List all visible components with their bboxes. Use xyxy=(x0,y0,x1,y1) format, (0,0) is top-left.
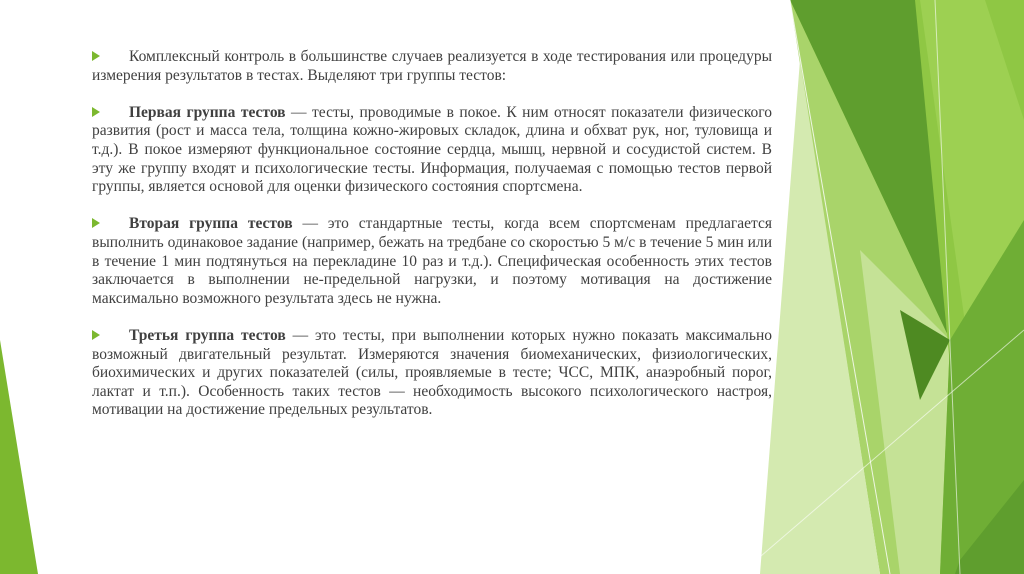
paragraph-heading: Вторая группа тестов xyxy=(129,215,293,233)
triangle-bullet-icon xyxy=(92,51,100,61)
paragraph-intro xyxy=(92,48,772,85)
paragraph-text: — тесты, проводимые в покое. К ним относят показатели физического развития (рост и масса тела, толщина кожно-жировых складок, длина и обхват рук, ног, туловища и т.д.). В покое измеряют функциональное состояние сердца, мышц, нервной и сосудистой систем. В эту же группу входят и психологические тесты. Информация, получаемая с помощью тестов первой группы, является основой для оценки физического состояния спортсмена. xyxy=(92,103,772,196)
paragraph-heading: Первая группа тестов xyxy=(129,103,286,121)
paragraph-text: — это тесты, при выполнении которых нужно показать максимально возможный двигательный результат. Измеряются значения биомеханических, физиологических, биохимических и других показателей (силы, проявляемые в тесте; ЧСС, МПК, анаэробный порог, лактат и т.п.). Особенность таких тестов — необходимость высокого психологического настроя, мотивации на достижение предельных результатов. xyxy=(92,326,772,419)
paragraph-group-1 xyxy=(92,104,772,197)
paragraph-group-2 xyxy=(92,215,772,308)
paragraph-group-3 xyxy=(92,327,772,420)
triangle-bullet-icon xyxy=(92,330,100,340)
paragraph-text: — это стандартные тесты, когда всем спортсменам предлагается выполнить одинаковое задание (например, бежать на тредбане со скоростью 5 м/с в течение 5 мин или в течение 1 мин подтянуться на перекладине 10 раз и т.д.). Специфическая особенность этих тестов заключается в выполнении не-предельной нагрузки, и поэтому мотивация на достижение максимально возможного результата здесь не нужна. xyxy=(92,215,772,307)
triangle-bullet-icon xyxy=(92,107,100,117)
paragraph-text: Комплексный контроль в большинстве случаев реализуется в ходе тестирования или процедуры измерения результатов в тестах. Выделяют три группы тестов: xyxy=(92,48,772,84)
paragraph-heading: Третья группа тестов xyxy=(129,326,286,344)
triangle-bullet-icon xyxy=(92,218,100,228)
slide-body xyxy=(92,48,772,438)
